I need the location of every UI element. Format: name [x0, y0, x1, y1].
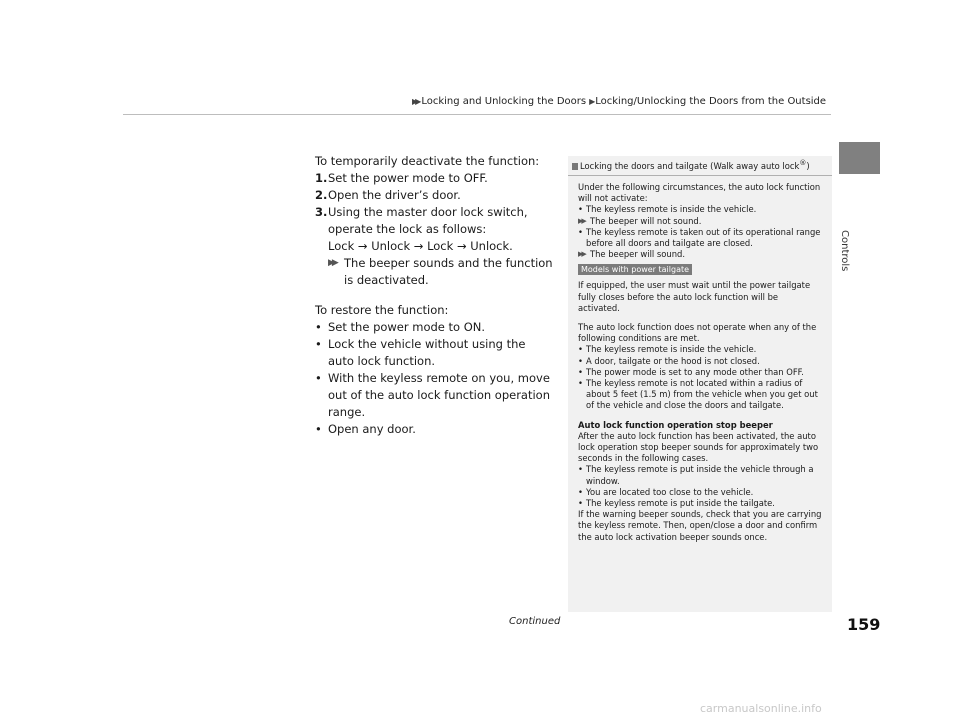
double-arrow-icon: ▶▶	[578, 250, 585, 259]
list-item: • Open any door.	[315, 422, 416, 436]
note-marker-icon	[572, 163, 578, 170]
bullet-icon: •	[578, 378, 583, 389]
sidebar-intro: Under the following circumstances, the auto lock function will not activate:	[578, 182, 821, 204]
sidebar-note	[568, 156, 832, 612]
list-item: • The keyless remote is put inside the vehicle through a window.	[578, 464, 814, 486]
bullet-icon: •	[315, 422, 322, 436]
list-item: • The keyless remote is inside the vehicle.	[578, 204, 757, 215]
restore-title: To restore the function:	[315, 303, 449, 317]
result-note: ▶▶ The beeper sounds and the function is deactivated.	[328, 256, 553, 287]
bullet-icon: •	[578, 344, 583, 355]
list-item: • The keyless remote is taken out of its operational range before all doors and tailgate are closed.	[578, 226, 821, 249]
list-item: • The power mode is set to any mode other than OFF.	[578, 366, 804, 377]
list-item: • Lock the vehicle without using the auto lock function.	[315, 337, 526, 368]
conditions-intro: The auto lock function does not operate when any of the following conditions are met.	[578, 322, 817, 344]
list-item: • The keyless remote is not located within a radius of about 5 feet (1.5 m) from the vehicle when you get out of the vehicle and close the doors and tailgate.	[578, 378, 818, 411]
double-arrow-icon: ▶▶	[412, 97, 419, 106]
header-rule	[123, 114, 831, 115]
bullet-icon: •	[315, 371, 322, 385]
main-content	[315, 153, 555, 438]
intro-text: To temporarily deactivate the function:	[315, 154, 540, 168]
bullet-icon: •	[315, 337, 322, 351]
bullet-icon: •	[578, 464, 583, 475]
bullet-icon: •	[578, 486, 583, 497]
step: 2. Open the driver’s door.	[315, 188, 461, 202]
breadcrumb-item: Locking/Unlocking the Doors from the Outside	[595, 96, 827, 107]
continued-label: Continued	[509, 616, 561, 627]
chapter-label: Controls	[839, 230, 850, 272]
double-arrow-icon: ▶▶	[328, 258, 336, 268]
chapter-tab	[839, 142, 880, 174]
double-arrow-icon: ▶▶	[578, 216, 585, 225]
stop-beeper-text: After the auto lock function has been activated, the auto lock operation stop beeper sounds for approximately two seconds in the following cases.	[578, 430, 819, 464]
bullet-icon: •	[578, 204, 583, 215]
tailgate-note: If equipped, the user must wait until the power tailgate fully closes before the auto lock function will be activated.	[578, 280, 811, 313]
sidebar-title: Locking the doors and tailgate (Walk away auto lock®)	[568, 156, 832, 176]
arrow-right-icon: →	[357, 239, 372, 253]
model-badge: Models with power tailgate	[578, 264, 692, 275]
bullet-icon: •	[578, 355, 583, 366]
step: 1. Set the power mode to OFF.	[315, 171, 488, 185]
list-item: • You are located too close to the vehicle.	[578, 486, 754, 497]
step: 3. Using the master door lock switch, operate the lock as follows:	[315, 205, 528, 236]
list-item: • Set the power mode to ON.	[315, 320, 486, 334]
bullet-icon: •	[578, 226, 583, 237]
breadcrumb	[412, 96, 826, 107]
page-number: 159	[847, 615, 881, 634]
watermark: carmanualsonline.info	[700, 702, 822, 715]
bullet-icon: •	[578, 498, 583, 509]
stop-beeper-heading: Auto lock function operation stop beeper	[578, 419, 773, 430]
arrow-right-icon: →	[413, 239, 428, 253]
arrow-icon: ▶	[589, 97, 593, 106]
list-item: • The keyless remote is put inside the tailgate.	[578, 498, 775, 509]
breadcrumb-item: Locking and Unlocking the Doors	[421, 96, 587, 107]
list-item: • The keyless remote is inside the vehicle.	[578, 344, 757, 355]
list-item: • With the keyless remote on you, move out of the auto lock function operation range.	[315, 371, 551, 419]
lock-sequence: Lock → Unlock → Lock → Unlock.	[328, 239, 513, 253]
list-subitem: ▶▶ The beeper will not sound.	[578, 215, 702, 226]
list-item: • A door, tailgate or the hood is not closed.	[578, 355, 760, 366]
closing-text: If the warning beeper sounds, check that you are carrying the keyless remote. Then, open/close a door and confirm the auto lock activation beeper sounds once.	[578, 509, 822, 542]
bullet-icon: •	[578, 366, 583, 377]
bullet-icon: •	[315, 320, 322, 334]
list-subitem: ▶▶ The beeper will sound.	[578, 249, 686, 260]
arrow-right-icon: →	[456, 239, 471, 253]
